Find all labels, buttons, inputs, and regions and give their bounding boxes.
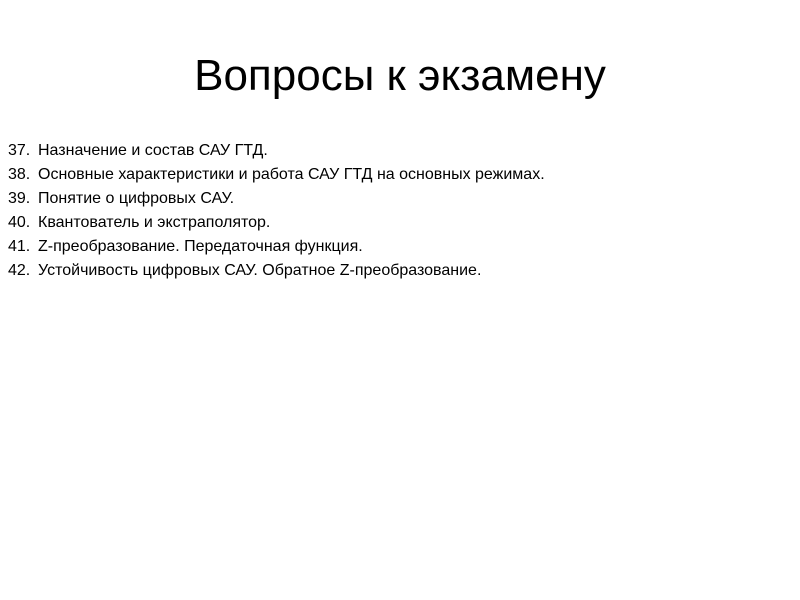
list-item bbox=[8, 139, 545, 163]
question-list bbox=[8, 139, 545, 283]
question-text: Основные характеристики и работа САУ ГТД на основных режимах. bbox=[38, 166, 545, 183]
list-item bbox=[8, 187, 545, 211]
question-number: 37. bbox=[8, 142, 31, 159]
question-text: Назначение и состав САУ ГТД. bbox=[38, 142, 268, 159]
question-number: 42. bbox=[8, 262, 31, 279]
question-text: Квантователь и экстраполятор. bbox=[38, 214, 271, 231]
question-number: 38. bbox=[8, 166, 31, 183]
list-item bbox=[8, 235, 545, 259]
question-text: Z-преобразование. Передаточная функция. bbox=[38, 238, 363, 255]
question-text: Устойчивость цифровых САУ. Обратное Z-преобразование. bbox=[38, 262, 482, 279]
question-text: Понятие о цифровых САУ. bbox=[38, 190, 235, 207]
question-number: 41. bbox=[8, 238, 31, 255]
question-number: 40. bbox=[8, 214, 31, 231]
list-item bbox=[8, 211, 545, 235]
slide-title: Вопросы к экзамену bbox=[194, 51, 606, 100]
question-number: 39. bbox=[8, 190, 31, 207]
list-item bbox=[8, 259, 545, 283]
list-item bbox=[8, 163, 545, 187]
